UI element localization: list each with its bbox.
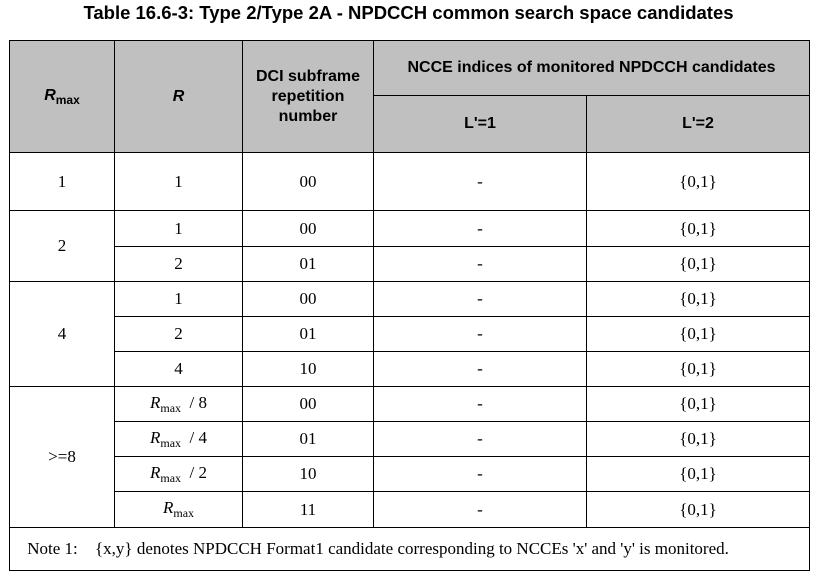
table-row [10, 153, 810, 211]
dci-cell: 01 [243, 247, 374, 282]
r-cell: 1 [115, 282, 243, 317]
table-row [10, 492, 810, 528]
search-space-table [9, 40, 810, 571]
l2-cell: {0,1} [587, 457, 810, 492]
r-cell: 2 [115, 317, 243, 352]
header-rmax: $R_{max}$ [10, 41, 115, 153]
header-r: R [115, 41, 243, 153]
table-row [10, 387, 810, 422]
l1-cell: - [374, 492, 587, 528]
l2-cell: {0,1} [587, 211, 810, 247]
l2-cell: {0,1} [587, 387, 810, 422]
l1-cell: - [374, 422, 587, 457]
l1-cell: - [374, 457, 587, 492]
table-row [10, 247, 810, 282]
dci-cell: 00 [243, 282, 374, 317]
table-row [10, 352, 810, 387]
note-label: Note 1: [27, 539, 78, 558]
l1-cell: - [374, 153, 587, 211]
header-dci-repetition: DCI subframe repetition number [243, 41, 374, 153]
r-cell: 1 [115, 153, 243, 211]
r-cell: $R_{max} / 4$ [115, 422, 243, 457]
l1-cell: - [374, 387, 587, 422]
l1-cell: - [374, 317, 587, 352]
dci-cell: 00 [243, 153, 374, 211]
r-cell: $R_{max}$ [115, 492, 243, 528]
l2-cell: {0,1} [587, 317, 810, 352]
dci-cell: 10 [243, 352, 374, 387]
rmax-cell: >=8 [10, 387, 115, 528]
l1-cell: - [374, 247, 587, 282]
dci-cell: 01 [243, 317, 374, 352]
table-row [10, 282, 810, 317]
l2-cell: {0,1} [587, 422, 810, 457]
header-ncce-indices: NCCE indices of monitored NPDCCH candidates [374, 41, 810, 96]
r-cell: 4 [115, 352, 243, 387]
r-cell: 1 [115, 211, 243, 247]
dci-cell: 00 [243, 211, 374, 247]
l2-cell: {0,1} [587, 153, 810, 211]
rmax-cell: 4 [10, 282, 115, 387]
r-cell: $R_{max} / 8$ [115, 387, 243, 422]
table-title: Table 16.6-3: Type 2/Type 2A - NPDCCH common search space candidates [83, 2, 734, 23]
dci-cell: 01 [243, 422, 374, 457]
note-row [10, 528, 810, 571]
table-row [10, 317, 810, 352]
r-cell: $R_{max} / 2$ [115, 457, 243, 492]
l2-cell: {0,1} [587, 247, 810, 282]
table-note [10, 528, 810, 571]
l2-cell: {0,1} [587, 282, 810, 317]
table-row [10, 457, 810, 492]
l2-cell: {0,1} [587, 492, 810, 528]
header-l2: L'=2 [587, 96, 810, 153]
l1-cell: - [374, 211, 587, 247]
r-cell: 2 [115, 247, 243, 282]
rmax-cell: 1 [10, 153, 115, 211]
l1-cell: - [374, 282, 587, 317]
l2-cell: {0,1} [587, 352, 810, 387]
note-text: {x,y} denotes NPDCCH Format1 candidate corresponding to NCCEs 'x' and 'y' is monitored. [95, 539, 729, 558]
dci-cell: 00 [243, 387, 374, 422]
dci-cell: 11 [243, 492, 374, 528]
l1-cell: - [374, 352, 587, 387]
table-row [10, 422, 810, 457]
table-row [10, 211, 810, 247]
dci-cell: 10 [243, 457, 374, 492]
rmax-cell: 2 [10, 211, 115, 282]
header-l1: L'=1 [374, 96, 587, 153]
